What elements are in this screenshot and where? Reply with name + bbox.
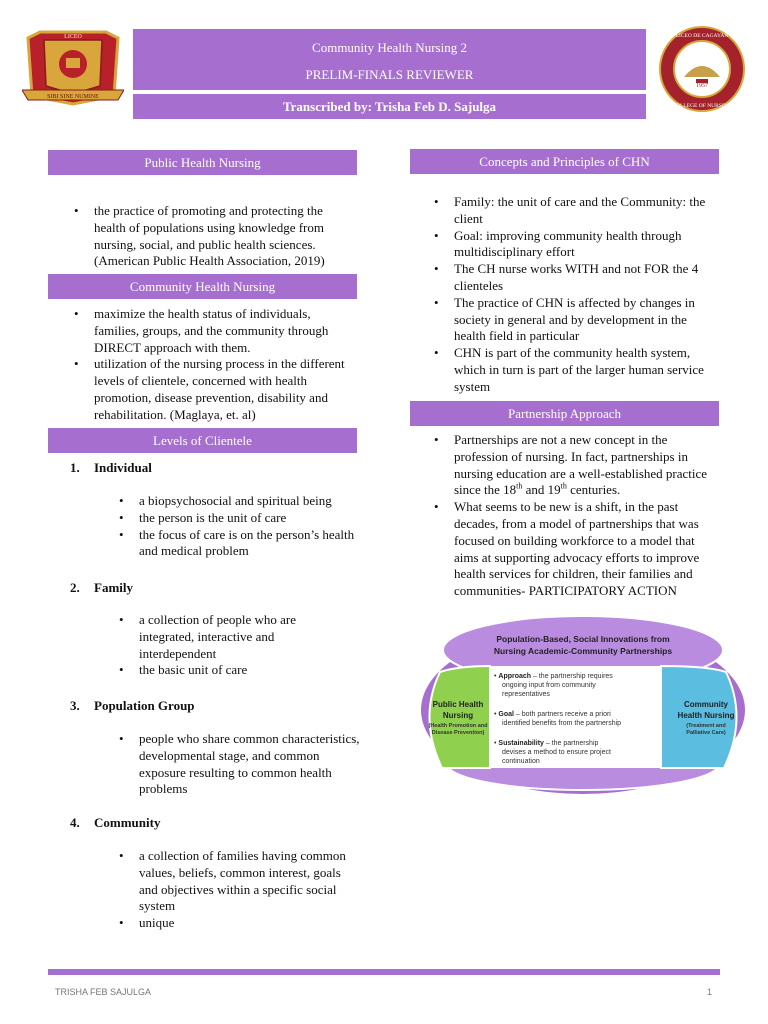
chn-sub-line1: (Treatment and <box>686 723 726 729</box>
list-item: • utilization of the nursing process in the different levels of clientele, concerned with health promotion, disease prevention, disability and rehabilitation. (Maglaya, et. al) <box>70 356 354 423</box>
left-logo-name: LICEO <box>64 34 82 40</box>
level-family: 2. Family <box>70 580 133 595</box>
partnership-list <box>430 432 720 600</box>
list-item: • The practice of CHN is affected by changes in society in general and by development in the health field in particular <box>430 295 720 345</box>
approach-line2: ongoing input from community <box>502 682 596 689</box>
partnership-diagram <box>418 614 748 794</box>
header-title-box <box>133 29 646 90</box>
list-item: • the person is the unit of care <box>115 510 360 527</box>
phn-title-line1: Public Health <box>432 700 484 709</box>
sustainability-line1: • Sustainability – the partnership <box>494 740 599 747</box>
page-number: 1 <box>707 987 713 997</box>
list-item: • CHN is part of the community health system, which in turn is part of the larger human service system <box>430 345 720 395</box>
chn-title-line1: Community <box>684 700 728 709</box>
chn-title-line2: Health Nursing <box>677 711 735 720</box>
goal-line1: • Goal – both partners receive a priori <box>494 711 611 718</box>
diagram-title-line1: Population-Based, Social Innovations from <box>496 634 670 644</box>
family-list <box>115 612 330 679</box>
transcriber-box <box>133 94 646 119</box>
footer-author: TRISHA FEB SAJULGA <box>55 987 152 997</box>
chn-heading: Community Health Nursing <box>48 274 357 299</box>
phn-title-line2: Nursing <box>442 711 474 720</box>
level-population-group: 3. Population Group <box>70 698 195 713</box>
approach-line3: representatives <box>502 691 550 698</box>
list-item: • the focus of care is on the person’s health and medical problem <box>115 527 360 561</box>
partnership-heading: Partnership Approach <box>410 401 719 426</box>
approach-line1: • Approach – the partnership requires <box>494 673 613 680</box>
sustainability-line2: devises a method to ensure project <box>502 749 611 756</box>
diagram-title-line2: Nursing Academic-Community Partnerships <box>493 646 673 656</box>
list-item: • maximize the health status of individuals, families, groups, and the community through DIRECT approach with them. <box>70 306 354 356</box>
course-title: Community Health Nursing 2 <box>312 40 467 55</box>
right-logo <box>658 25 746 113</box>
list-item: • Partnerships are not a new concept in the profession of nursing. In fact, partnerships in nursing education are a well-established practice since the 18th and 19th centuries. <box>430 432 720 499</box>
list-item: • people who share common characteristics, developmental stage, and common exposure resulting to common health problems <box>115 731 360 798</box>
list-item: • Family: the unit of care and the Community: the client <box>430 194 720 228</box>
phn-heading: Public Health Nursing <box>48 150 357 175</box>
community-list <box>115 848 360 932</box>
list-item: • The CH nurse works WITH and not FOR the 4 clienteles <box>430 261 720 295</box>
right-logo-name: LICEO DE CAGAYAN <box>675 33 729 39</box>
list-item: • a biopsychosocial and spiritual being <box>115 493 360 510</box>
list-item: • the practice of promoting and protecting the health of populations using knowledge from nursing, social, and public health sciences. (American Public Health Association, 2019) <box>70 203 354 270</box>
left-logo <box>22 28 124 106</box>
phn-sub-line2: Disease Prevention) <box>431 730 485 736</box>
level-individual: 1. Individual <box>70 460 152 475</box>
footer-divider <box>48 969 720 975</box>
chn-list <box>70 306 354 424</box>
individual-list <box>115 493 360 560</box>
population-list <box>115 731 360 798</box>
list-item: • the basic unit of care <box>115 662 330 679</box>
list-item: • Goal: improving community health through multidisciplinary effort <box>430 228 720 262</box>
concepts-list <box>430 194 720 396</box>
list-item: • unique <box>115 915 360 932</box>
left-logo-motto: SIBI SINE NUMINE <box>47 94 99 100</box>
right-logo-college: COLLEGE OF NURSING <box>672 103 732 109</box>
concepts-heading: Concepts and Principles of CHN <box>410 149 719 174</box>
list-item: • What seems to be new is a shift, in the past decades, from a model of partnerships that was focused on building workforce to a model that aims at supporting advocacy efforts to improve health services for children, their families and communities- PARTICIPATORY ACTION <box>430 499 720 600</box>
levels-heading: Levels of Clientele <box>48 428 357 453</box>
level-community: 4. Community <box>70 815 161 830</box>
goal-line2: identified benefits from the partnership <box>502 720 622 727</box>
chn-sub-line2: Palliative Care) <box>686 730 726 736</box>
phn-sub-line1: (Health Promotion and <box>428 723 488 729</box>
list-item: • a collection of people who are integrated, interactive and interdependent <box>115 612 330 662</box>
phn-list <box>70 203 354 270</box>
right-logo-year: 1957 <box>696 83 708 89</box>
transcriber-text: Transcribed by: Trisha Feb D. Sajulga <box>282 99 497 114</box>
list-item: • a collection of families having common values, beliefs, common interest, goals and objectives within a specific social system <box>115 848 360 915</box>
reviewer-title: PRELIM-FINALS REVIEWER <box>305 67 474 82</box>
sustainability-line3: continuation <box>502 758 540 765</box>
